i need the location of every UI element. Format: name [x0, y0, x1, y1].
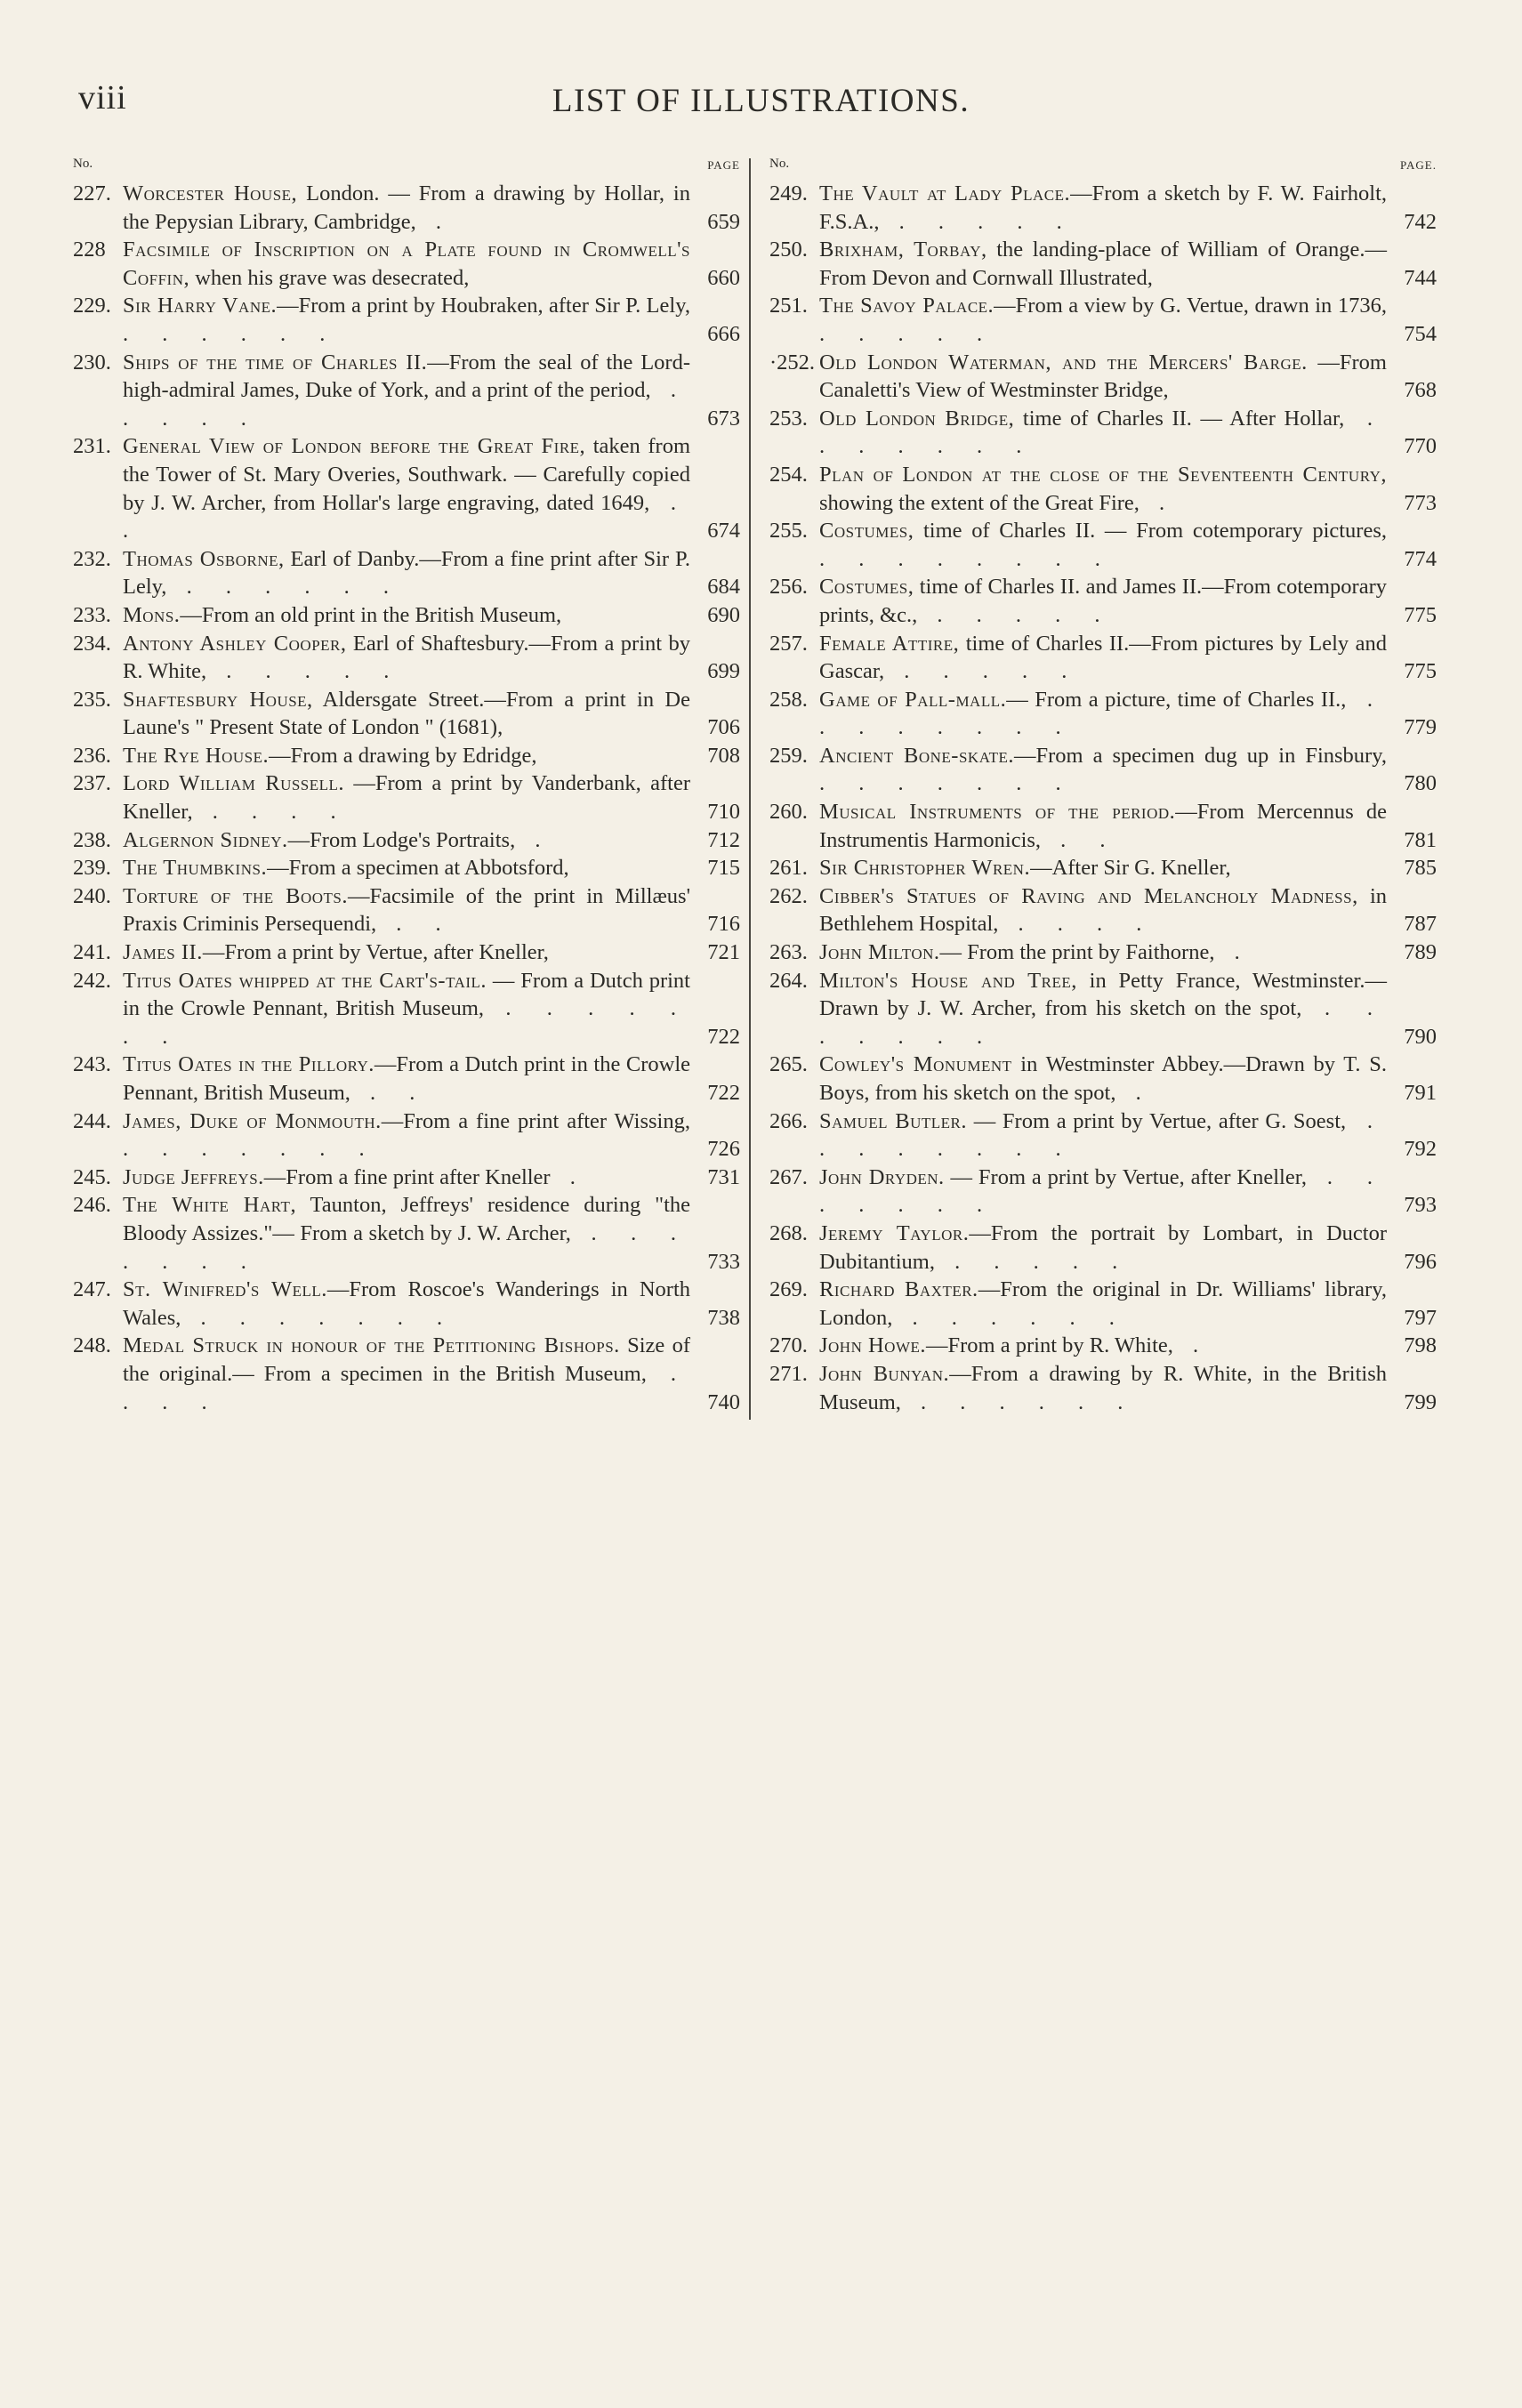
illustration-entry [71, 292, 740, 348]
entry-page-number: 791 [1404, 1081, 1437, 1105]
illustration-entry [768, 236, 1437, 292]
entry-dot-leader: . . . . . . . [819, 771, 1075, 796]
entry-page-number: 768 [1404, 378, 1437, 403]
entry-title: Lord William Russell. [123, 771, 345, 796]
entry-description: —From a Dutch print in the Crowle Pennant, British Museum, [123, 1052, 691, 1105]
entry-number: 256. [769, 575, 808, 600]
entry-dot-leader: . . . . . . . [123, 1137, 379, 1162]
entry-number: 269. [769, 1277, 808, 1302]
entry-page-number: 793 [1404, 1193, 1437, 1218]
entry-title: Old London Waterman, and the Mercers' Barge. [819, 350, 1308, 374]
entry-title: Antony Ashley Cooper, [123, 631, 347, 656]
entry-page-number: 798 [1404, 1333, 1437, 1358]
entry-title: Game of Pall-mall. [819, 687, 1007, 712]
entry-description: — From a picture, time of Charles II., [1006, 687, 1347, 712]
entry-dot-leader: . . . . . . [166, 575, 403, 600]
entry-number: 238. [73, 827, 111, 852]
illustration-entry [768, 292, 1437, 348]
entry-dot-leader: . . . . . . . [181, 1305, 457, 1330]
illustration-entry [71, 686, 740, 742]
entry-title: Mons. [123, 602, 181, 627]
illustration-entry [71, 1191, 740, 1276]
entry-number: 245. [73, 1164, 111, 1189]
entry-page-number: 722 [707, 1081, 740, 1105]
illustration-entry [71, 967, 740, 1051]
illustration-entry [768, 1051, 1437, 1107]
entry-dot-leader: . . . . [192, 800, 350, 825]
entry-title: Musical Instruments of the period. [819, 800, 1176, 825]
entry-dot-leader: . . . . . . . [819, 406, 1388, 459]
entry-list [768, 180, 1437, 1416]
entry-dot-leader: . . . . [123, 1361, 690, 1414]
entry-dot-leader: . [1214, 940, 1254, 965]
entry-page-number: 690 [707, 602, 740, 627]
entry-page-number: 712 [707, 827, 740, 852]
entry-description: —From a sketch by F. W. Fairholt, F.S.A., [819, 181, 1387, 234]
entry-dot-leader: . [550, 1164, 590, 1189]
entry-dot-leader: . . . . . . . . [819, 546, 1115, 571]
entry-title: Milton's House and Tree, [819, 968, 1077, 993]
entry-description: London. — From a drawing by Hollar, in the Pepysian Library, Cambridge, [123, 181, 690, 234]
entry-description: Earl of Shaftesbury.—From a print by R. White, [123, 631, 690, 684]
entry-title: Richard Baxter. [819, 1277, 978, 1302]
illustration-entry [71, 1107, 740, 1164]
entry-title: Ancient Bone-skate. [819, 743, 1014, 768]
entry-dot-leader: . . . . . [917, 602, 1115, 627]
entry-number: 235. [73, 687, 111, 712]
entry-title: Facsimile of Inscription on a Plate found in Cromwell's Coffin, [123, 238, 690, 290]
illustration-entry [768, 180, 1437, 236]
entry-description: time of Charles II.—From pictures by Lely and Gascar, [819, 631, 1388, 684]
entry-dot-leader: . . [376, 912, 455, 937]
entry-number: 243. [73, 1052, 111, 1077]
illustration-entry [768, 630, 1437, 686]
illustration-entry [71, 882, 740, 938]
entry-description: Size of the original.— From a specimen in the British Museum, [123, 1333, 691, 1386]
entry-page-number: 742 [1404, 209, 1437, 234]
entry-page-number: 785 [1404, 856, 1437, 881]
entry-number: 254. [769, 462, 808, 487]
illustration-entry [71, 1332, 740, 1416]
entry-description: —From an old print in the British Museum, [180, 602, 562, 627]
entry-number: 265. [769, 1052, 808, 1077]
column-header-page: PAGE. [1399, 158, 1437, 172]
entry-number: 247. [73, 1277, 111, 1302]
illustration-entry [71, 1276, 740, 1332]
entry-title: Costumes, [819, 519, 914, 544]
entry-dot-leader: . [1172, 1333, 1213, 1358]
entry-title: Sir Christopher Wren. [819, 856, 1031, 881]
illustration-entry [71, 1164, 740, 1192]
illustration-entry [768, 517, 1437, 573]
entry-description: —From a print by Vertue, after Kneller, [202, 940, 549, 965]
entry-number: 248. [73, 1333, 111, 1358]
entry-description: —From a print by Vanderbank, after Kneller, [123, 771, 690, 825]
entry-title: Ships of the time of Charles II. [123, 350, 428, 374]
entry-number: 246. [73, 1193, 111, 1218]
entry-page-number: 799 [1404, 1389, 1437, 1414]
entry-number: 260. [769, 800, 808, 825]
entry-description: the landing-place of William of Orange.—From Devon and Cornwall Illustrated, [819, 238, 1387, 290]
entry-title: The Rye House. [123, 743, 270, 768]
illustration-entry [71, 180, 740, 236]
entry-description: —From Mercennus de Instrumentis Harmonicis, [819, 800, 1387, 852]
entry-description: in Westminster Abbey.—Drawn by T. S. Boys, from his sketch on the spot, [819, 1052, 1387, 1105]
page-title: LIST OF ILLUSTRATIONS. [552, 83, 970, 119]
entry-dot-leader: . . . . . . . . [819, 687, 1387, 740]
entry-page-number: 754 [1404, 321, 1437, 346]
entry-description: taken from the Tower of St. Mary Overies, Southwark. — Carefully copied by J. W. Archer, from Hollar's large engraving, dated 1649, [123, 434, 690, 515]
column-header-page: PAGE [707, 158, 740, 172]
illustration-entry [768, 798, 1437, 854]
entry-description: —From a print by Houbraken, after Sir P. Lely, [277, 294, 690, 318]
entry-page-number: 684 [707, 575, 740, 600]
entry-number: 264. [769, 968, 808, 993]
entry-dot-leader: . [515, 827, 555, 852]
illustration-entry [768, 938, 1437, 967]
entry-number: 239. [73, 856, 111, 881]
entry-page-number: 716 [707, 912, 740, 937]
entry-dot-leader: . . [350, 1081, 430, 1105]
entry-title: Samuel Butler. [819, 1108, 968, 1133]
entry-description: in Petty France, Westminster.—Drawn by J. W. Archer, from his sketch on the spot, [819, 968, 1387, 1021]
entry-page-number: 773 [1404, 490, 1437, 515]
entry-page-number: 787 [1404, 912, 1437, 937]
entry-number: 271. [769, 1361, 808, 1386]
illustration-entry [768, 1164, 1437, 1220]
entry-dot-leader: . . . . . [879, 209, 1076, 234]
entry-description: in Bethlehem Hospital, [819, 883, 1387, 937]
illustration-entry [71, 769, 740, 825]
column-header-number: No. [769, 157, 790, 171]
entry-title: Cowley's Monument [819, 1052, 1012, 1077]
entry-title: Judge Jeffreys. [123, 1164, 264, 1189]
entry-dot-leader: . [415, 209, 456, 234]
entry-number: 240. [73, 883, 111, 908]
entry-number: 257. [769, 631, 808, 656]
entry-title: The Vault at Lady Place. [819, 181, 1071, 205]
entry-number: 251. [769, 294, 808, 318]
entry-description: — From a Dutch print in the Crowle Pennant, British Museum, [123, 968, 690, 1021]
entry-dot-leader: . [1139, 490, 1180, 515]
entry-number: 253. [769, 406, 808, 431]
entry-dot-leader: . . . . . . [123, 321, 340, 346]
entry-description: — From a print by Vertue, after G. Soest, [967, 1108, 1347, 1133]
entry-description: —From a fine print after Wissing, [381, 1108, 690, 1133]
entry-page-number: 660 [707, 265, 740, 290]
entry-number: 249. [769, 181, 808, 205]
illustration-entry [71, 742, 740, 770]
entry-title: John Bunyan. [819, 1361, 950, 1386]
entry-title: James II. [123, 940, 203, 965]
entry-number: 236. [73, 743, 111, 768]
illustration-entry [71, 236, 740, 292]
illustration-entry [71, 1051, 740, 1107]
entry-page-number: 789 [1404, 940, 1437, 965]
entry-title: John Dryden. [819, 1164, 945, 1189]
entry-page-number: 738 [707, 1305, 740, 1330]
entry-dot-leader: . . . . . [123, 378, 691, 431]
entry-title: The Savoy Palace. [819, 294, 995, 318]
entry-dot-leader: . . [1041, 827, 1120, 852]
entry-page-number: 666 [707, 321, 740, 346]
left-column [71, 151, 740, 1416]
entry-number: 228 [73, 238, 106, 262]
illustration-entry [768, 1360, 1437, 1416]
column-header-number: No. [73, 157, 93, 171]
entry-title: Algernon Sidney. [123, 827, 288, 852]
entry-page-number: 797 [1404, 1305, 1437, 1330]
entry-page-number: 721 [707, 940, 740, 965]
entry-page-number: 710 [707, 800, 740, 825]
entry-description: —From the portrait by Lombart, in Ductor Dubitantium, [819, 1220, 1387, 1274]
entry-number: 230. [73, 350, 111, 374]
entry-number: 233. [73, 602, 111, 627]
entry-page-number: 674 [707, 519, 740, 544]
illustration-entry [768, 742, 1437, 798]
entry-page-number: 726 [707, 1137, 740, 1162]
illustration-entry [768, 461, 1437, 517]
entry-title: Brixham, Torbay, [819, 238, 987, 262]
entry-page-number: 708 [707, 743, 740, 768]
entry-page-number: 699 [707, 659, 740, 684]
entry-dot-leader: . [1115, 1081, 1156, 1105]
entry-page-number: 775 [1404, 659, 1437, 684]
entry-number: 227. [73, 181, 111, 205]
entry-description: —From a specimen at Abbotsford, [267, 856, 569, 881]
illustration-entry [768, 1107, 1437, 1164]
entry-page-number: 792 [1404, 1137, 1437, 1162]
entry-page-number: 673 [707, 406, 740, 431]
entry-title: Titus Oates in the Pillory. [123, 1052, 374, 1077]
entry-title: Thomas Osborne, [123, 546, 285, 571]
entry-description: when his grave was desecrated, [189, 265, 470, 290]
entry-description: —From Lodge's Portraits, [287, 827, 516, 852]
entry-title: Torture of the Boots. [123, 883, 348, 908]
illustration-entry [768, 882, 1437, 938]
illustration-entry [768, 1220, 1437, 1276]
entry-title: Jeremy Taylor. [819, 1220, 970, 1245]
entry-number: 268. [769, 1220, 808, 1245]
entry-description: —From Canaletti's View of Westminster Bridge, [819, 350, 1387, 403]
illustration-entry [71, 349, 740, 433]
entry-title: Worcester House, [123, 181, 298, 205]
entry-page-number: 731 [707, 1164, 740, 1189]
entry-number: 229. [73, 294, 111, 318]
entry-number: 232. [73, 546, 111, 571]
entry-title: Medal Struck in honour of the Petitioning Bishops. [123, 1333, 620, 1358]
entry-number: 242. [73, 968, 111, 993]
entry-description: — From a print by Vertue, after Kneller, [944, 1164, 1307, 1189]
entry-title: Old London Bridge, [819, 406, 1015, 431]
entry-title: General View of London before the Great Fire, [123, 434, 586, 459]
entry-description: —From a drawing by Edridge, [269, 743, 537, 768]
entry-page-number: 796 [1404, 1249, 1437, 1274]
entry-title: John Milton. [819, 940, 940, 965]
illustration-entry [768, 405, 1437, 461]
illustration-entry [768, 1276, 1437, 1332]
entry-page-number: 775 [1404, 602, 1437, 627]
entry-title: Shaftesbury House, [123, 687, 313, 712]
entry-description: Taunton, Jeffreys' residence during "the Bloody Assizes."— From a sketch by J. W. Archer, [123, 1193, 691, 1245]
entry-dot-leader: . . . . . [819, 321, 997, 346]
right-column [768, 151, 1437, 1416]
entry-number: 250. [769, 238, 808, 262]
column-header [768, 151, 1437, 180]
entry-page-number: 781 [1404, 827, 1437, 852]
entry-number: 258. [769, 687, 808, 712]
entry-number: 255. [769, 519, 808, 544]
entry-page-number: 733 [707, 1249, 740, 1274]
entry-description: —From a fine print after Kneller [263, 1164, 551, 1189]
entry-description: —Facsimile of the print in Millæus' Praxis Criminis Persequendi, [123, 883, 690, 937]
entry-dot-leader: . . . . . . [900, 1389, 1138, 1414]
illustration-entry [768, 967, 1437, 1051]
entry-page-number: 722 [707, 1024, 740, 1049]
entry-number: 262. [769, 883, 808, 908]
entry-number: 237. [73, 771, 111, 796]
entry-page-number: 706 [707, 715, 740, 740]
entry-number: 263. [769, 940, 808, 965]
entry-page-number: 779 [1404, 715, 1437, 740]
entry-number: 234. [73, 631, 111, 656]
entry-title: The White Hart, [123, 1193, 297, 1218]
illustration-entry [768, 686, 1437, 742]
entry-title: The Thumbkins. [123, 856, 268, 881]
entry-title: Sir Harry Vane. [123, 294, 278, 318]
entry-dot-leader: . . . . . . . [819, 1164, 1387, 1218]
entry-dot-leader: . . . . . . . [819, 996, 1388, 1049]
illustration-entry [768, 1332, 1437, 1360]
entry-number: 267. [769, 1164, 808, 1189]
column-divider [749, 158, 751, 1420]
entry-description: —From a drawing by R. White, in the British Museum, [819, 1361, 1387, 1414]
entry-dot-leader: . . . . . . . . [819, 1108, 1387, 1162]
entry-dot-leader: . . . . [998, 912, 1156, 937]
entry-title: Cibber's Statues of Raving and Melancholy Madness, [819, 883, 1358, 908]
illustration-entry [71, 545, 740, 601]
entry-title: Plan of London at the close of the Seventeenth Century, [819, 462, 1387, 487]
illustration-entry [768, 349, 1437, 405]
entry-title: Female Attire, [819, 631, 960, 656]
illustration-entry [768, 573, 1437, 629]
entry-dot-leader: . . . . . [934, 1249, 1132, 1274]
entry-number: ·252. [769, 350, 816, 374]
entry-list [71, 180, 740, 1416]
entry-description: —After Sir G. Kneller, [1030, 856, 1231, 881]
illustration-entry [71, 630, 740, 686]
entry-title: James, Duke of Monmouth. [123, 1108, 382, 1133]
entry-description: showing the extent of the Great Fire, [819, 490, 1139, 515]
entry-title: Titus Oates whipped at the Cart's-tail. [123, 968, 487, 993]
entry-description: — From the print by Faithorne, [939, 940, 1215, 965]
illustration-entry [71, 938, 740, 967]
entry-title: John Howe. [819, 1333, 927, 1358]
entry-description: —From a view by G. Vertue, drawn in 1736, [994, 294, 1387, 318]
entry-number: 261. [769, 856, 808, 881]
entry-page-number: 740 [707, 1389, 740, 1414]
entry-description: —From the seal of the Lord-high-admiral James, Duke of York, and a print of the period, [123, 350, 690, 403]
entry-title: St. Winifred's Well. [123, 1277, 327, 1302]
illustration-entry [71, 826, 740, 855]
illustration-entry [71, 601, 740, 630]
entry-dot-leader: . . . . . [884, 659, 1082, 684]
entry-number: 231. [73, 434, 111, 459]
entry-description: Aldersgate Street.—From a print in De Laune's " Present State of London " (1681), [123, 687, 690, 740]
entry-dot-leader: . . . . . . [892, 1305, 1129, 1330]
entry-number: 266. [769, 1108, 808, 1133]
entry-page-number: 790 [1404, 1024, 1437, 1049]
entry-description: time of Charles II. and James II.—From cotemporary prints, &c., [819, 575, 1387, 627]
entry-number: 259. [769, 743, 808, 768]
entry-dot-leader: . . . . . . . [123, 996, 691, 1049]
entry-page-number: 659 [707, 209, 740, 234]
entry-number: 244. [73, 1108, 111, 1133]
entry-number: 241. [73, 940, 111, 965]
entry-description: time of Charles II. — From cotemporary pictures, [914, 519, 1387, 544]
entry-description: Earl of Danby.—From a fine print after Sir P. Lely, [123, 546, 690, 600]
entry-title: Costumes, [819, 575, 914, 600]
entry-dot-leader: . . . . . . . [123, 1220, 690, 1274]
entry-page-number: 744 [1404, 265, 1437, 290]
entry-description: —From a specimen dug up in Finsbury, [1013, 743, 1387, 768]
folio-number: viii [78, 79, 127, 117]
entry-page-number: 715 [707, 856, 740, 881]
entry-description: —From the original in Dr. Williams' library, London, [819, 1277, 1387, 1330]
entry-description: time of Charles II. — After Hollar, [1014, 406, 1345, 431]
column-header [71, 151, 740, 180]
entry-page-number: 780 [1404, 771, 1437, 796]
entry-page-number: 774 [1404, 546, 1437, 571]
entry-number: 270. [769, 1333, 808, 1358]
illustration-entry [71, 432, 740, 544]
illustration-entry [71, 854, 740, 882]
entry-description: —From a print by R. White, [926, 1333, 1173, 1358]
entry-dot-leader: . . . . . [206, 659, 404, 684]
entry-description: —From Roscoe's Wanderings in North Wales, [123, 1277, 690, 1330]
illustration-entry [768, 854, 1437, 882]
entry-page-number: 770 [1404, 434, 1437, 459]
entry-dot-leader: . . [123, 490, 690, 544]
